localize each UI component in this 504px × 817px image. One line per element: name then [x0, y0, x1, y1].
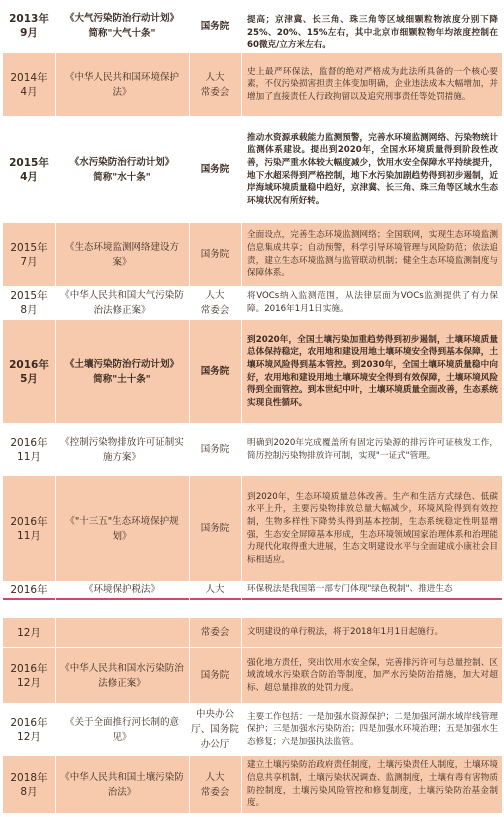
- content-cell: 强化地方责任，突出饮用水安全保，完善排污许可与总量控制、区域流域水污染联合防治等制度，加严水污染防治措施，加大对超标、超总量排放的处罚力度。: [247, 657, 498, 693]
- date-cell: 2015年 4月: [9, 156, 49, 183]
- issuer-cell: 国务院: [200, 366, 230, 377]
- law-cell: 《中华人民共和国环境保护法》: [64, 71, 179, 98]
- table-row: [3, 287, 502, 320]
- column-divider: [189, 0, 190, 817]
- date-cell: 2015年 7月: [10, 241, 48, 268]
- date-cell: 2016年 5月: [9, 358, 49, 385]
- table-row: [3, 223, 502, 287]
- table-row: [3, 582, 502, 598]
- date-cell: 2016年 12月: [10, 662, 48, 689]
- content-cell: 推动水资源承载能力监测预警，完善水环境监测网络、污染物统计监测体系建设。提出到2020年，全国水环境质量得到阶段性改善，污染严重水体较大幅度减少，饮用水安全保障水平持续提升，地下水超采得到严格控制，地下水污染加剧趋势得到初步遏制，近岸海域环境质量稳中趋好，京津冀、长三角、珠三角等区域水生态环境状况有所好转。: [247, 132, 498, 206]
- content-cell: 明确到2020年完成覆盖所有固定污染源的排污许可证核发工作，简历控制污染物排放许可制，实现"一证式"管理。: [247, 437, 498, 461]
- issuer-cell: 国务院: [200, 444, 230, 455]
- law-cell: 《"十三五"生态环境保护规划》: [65, 515, 179, 542]
- date-cell: 2014年 4月: [10, 71, 48, 98]
- law-cell: 《中华人民共和国水污染防治法修正案》: [60, 662, 184, 689]
- date-cell: 2016年 11月: [10, 515, 48, 542]
- date-cell: 12月: [17, 626, 41, 639]
- table-row: [3, 476, 502, 582]
- date-cell: 2015年 8月: [10, 290, 48, 316]
- issuer-cell: 人大 常委会: [200, 290, 230, 316]
- date-cell: 2013年 9月: [9, 13, 49, 39]
- date-cell: 2016年 12月: [10, 716, 48, 743]
- content-cell: 环保税法是我国第一部专门体现"绿色税制"、推进生态: [247, 584, 453, 595]
- table-row: [3, 320, 502, 424]
- table-row: [3, 0, 502, 53]
- law-cell: 《生态环境监测网络建设方案》: [64, 241, 179, 268]
- table-row: [3, 117, 502, 223]
- issuer-cell: 国务院: [200, 523, 230, 534]
- page-gap: [0, 600, 504, 618]
- issuer-cell: 国务院: [200, 670, 230, 681]
- law-cell: 《中华人民共和国土壤污染防治法》: [60, 771, 184, 798]
- content-cell: 史上最严环保法，监督的绝对严格成为此法所具备的一个核心要素，不仅污染损害担责主体变加明确，企业违法成本大幅增加，并增加了直接责任人行政拘留以及追究刑事责任等处罚措施。: [247, 66, 498, 102]
- content-cell: 建立土壤污染防治政府责任制度，土壤污染责任人制度，土壤环境信息共享机制，土壤污染状况调查、监测制度，土壤有毒有害物质防控制度，土壤污染风险管控和修复制度，土壤污染防治基金制度。: [247, 760, 498, 809]
- content-cell: 全面设点，完善生态环境监测网络；全国联网，实现生态环境监测信息集成共享；自动预警，科学引导环境管理与风险防范；依法追责，建立生态环境监测与监管联动机制；健全生态环境监测制度与保障体系。: [247, 230, 498, 279]
- content-cell: 提高；京津冀、长三角、珠三角等区域细颗粒物浓度分别下降25%、20%、15%左右，其中北京市细颗粒物年均浓度控制在60微克/立方米左右。: [247, 15, 498, 51]
- law-cell: 《控制污染物排放许可证制实施方案》: [60, 436, 184, 463]
- content-cell: 主要工作包括：一是加强水资源保护；二是加强河湖水域岸线管理保护；三是加强水污染防治；四是加强水环境治理；五是加强水生态修复；六是加强执法监管。: [247, 711, 498, 747]
- content-cell: 到2020年，全国土壤污染加重趋势得到初步遏制，土壤环境质量总体保持稳定，农用地和建设用地土壤环境安全得到基本保障，土壤环境风险得到基本管控。到2030年，全国土壤环境质量稳中向好，农用地和建设用地土壤环境安全得到有效保障，土壤环境风险得到全面管控。到本世纪中叶，土壤环境质量全面改善，生态系统实现良性循环。: [247, 334, 498, 408]
- law-cell: 《土壤污染防治行动计划》 简称"土十条": [64, 358, 179, 385]
- issuer-cell: 人大 常委会: [200, 71, 230, 98]
- table-row: [3, 424, 502, 476]
- law-cell: 《水污染防治行动计划》 简称"水十条": [69, 156, 175, 183]
- issuer-cell: 国务院: [200, 164, 230, 175]
- table-row: [3, 618, 502, 648]
- issuer-cell: 人大: [205, 584, 225, 595]
- law-cell: 《中华人民共和国大气污染防治法修正案》: [60, 290, 184, 316]
- issuer-cell: 常委会: [200, 627, 230, 638]
- table-row: [3, 53, 502, 117]
- content-cell: 文明建设的单行税法，将于2018年1月1日起施行。: [247, 627, 444, 638]
- table-row: [3, 648, 502, 704]
- issuer-cell: 人大 常委会: [200, 771, 230, 798]
- date-cell: 2016年: [10, 583, 48, 596]
- law-cell: 《大气污染防治行动计划》 简称"大气十条": [64, 13, 179, 39]
- table-row: [3, 704, 502, 756]
- law-cell: 《环境保护税法》: [83, 584, 160, 595]
- column-divider: [241, 0, 242, 817]
- content-cell: 将VOCs纳入监测范围，从法律层面为VOCs监测提供了有力保障。2016年1月1日实施。: [247, 291, 498, 314]
- date-cell: 2016年 11月: [10, 436, 48, 463]
- date-cell: 2018年 8月: [10, 771, 48, 798]
- column-divider: [55, 0, 56, 817]
- issuer-cell: 国务院: [200, 20, 230, 32]
- issuer-cell: 中央办公厅、国务院办公厅: [191, 709, 239, 750]
- law-cell: 《关于全面推行河长制的意见》: [64, 716, 179, 743]
- law-cell: [55, 618, 189, 647]
- issuer-cell: 国务院: [200, 249, 230, 260]
- content-cell: 到2020年，生态环境质量总体改善。生产和生活方式绿色、低碳水平上升，主要污染物排放总量大幅减少，环境风险得到有效控制，生物多样性下降势头得到基本控制，生态系统稳定性明显增强，生态安全屏障基本形成，生态环境领域国家治理体系和治理能力现代化取得重大进展，生态文明建设水平与全面建成小康社会目标相适应。: [247, 491, 498, 565]
- table-row: [3, 756, 502, 814]
